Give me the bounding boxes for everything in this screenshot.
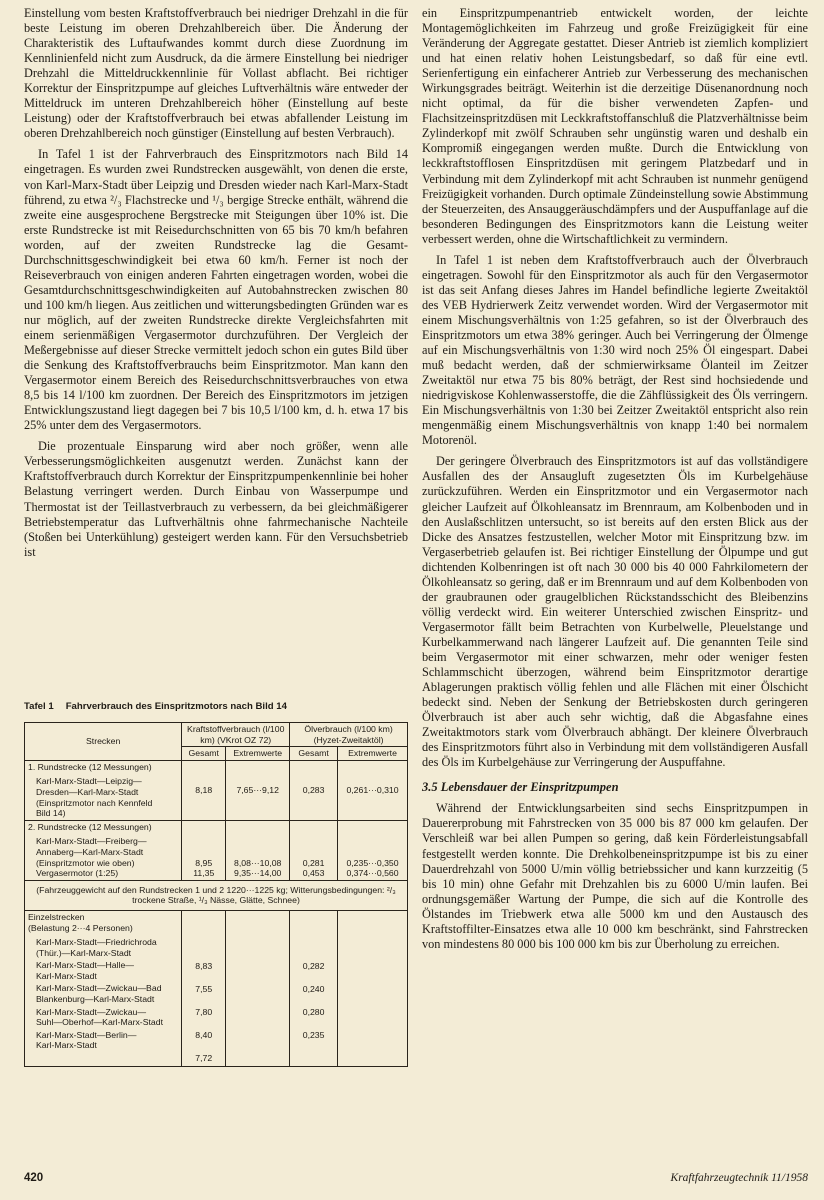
value: 0,282 xyxy=(302,960,325,971)
table-caption xyxy=(24,701,408,713)
value: 0,235···0,350 xyxy=(346,857,399,868)
header-oil: Ölverbrauch (l/100 km) (Hyzet-Zweitaktöl) xyxy=(290,723,408,747)
oil-extreme-cell xyxy=(338,820,408,880)
left-column xyxy=(24,6,408,566)
group-subtitle: (Belastung 2···4 Personen) xyxy=(28,922,133,933)
route-line: Bild 14) xyxy=(36,808,66,819)
subheader-oil-total: Gesamt xyxy=(290,747,338,761)
route-description xyxy=(28,836,178,878)
left-paragraph-2: In Tafel 1 ist der Fahrverbrauch des Einspritzmotors nach Bild 14 eingetragen. Es wurden zwei Rundstrecken ausgewählt, von denen die erste, von Karl-Marx-Stadt über Leipzig und Dresden wieder nach Karl-Marx-Stadt führend, zu etwa ²/₃ Flachstrecke und ¹/₃ bergige Strecke enthält, während die zweite eine ausgesprochene Bergstrecke mit Steigungen über 10% ist. Die erste Rundstrecke ist mit Reisedurchschnitten von 65 bis 70 km/h befahren worden, auf der zweiten Rundstrecke lag die Gesamt-Durchschnittsgeschwindigkeit bei etwa 60 km/h. Ferner ist noch der Reiseverbrauch von einigen anderen Fahrten eingetragen worden, wobei die Gesamtdurchschnittsgeschwindigkeiten auf Autobahnstrecken zwischen 80 und 100 km/h liegen. Aus zeitlichen und witterungsbedingten Gründen war es nur möglich, auf der zweiten Rundstrecke direkte Vergleichsfahrten mit einem serienmäßigen Vergasermotor durchzuführen. Der Vergleich der Meßergebnisse auf dieser Strecke vermittelt jedoch schon ein gutes Bild über die Senkung des Kraftstoffverbrauchs beim Einspritzmotor. Man kann den Vergasermotor einem Bereich des Reisedurchschnittsverbrauches von etwa 8,5 bis 14 l/100 km zuordnen. Der Bereich des Einspritzmotors im jetzigen Entwicklungszustand liegt dagegen bei 7 bis 10,5 l/100 km, d. h. etwa 17 bis 25% unter dem des Vergasermotors. xyxy=(24,147,408,433)
table-note-row xyxy=(25,880,408,910)
route-line: Annaberg—Karl-Marx-Stadt xyxy=(36,846,144,857)
journal-reference: Kraftfahrzeugtechnik 11/1958 xyxy=(670,1172,808,1184)
fuel-total-cell: 8,18 xyxy=(182,760,226,820)
value: 8,83 xyxy=(195,960,213,971)
right-column xyxy=(422,6,808,958)
route-line: Karl-Marx-Stadt xyxy=(36,1040,97,1051)
table-caption-text: Fahrverbrauch des Einspritzmotors nach Bild 14 xyxy=(65,701,287,712)
fuel-extreme-cell xyxy=(226,910,290,1066)
route-line: Suhl—Oberhof—Karl-Marx-Stadt xyxy=(36,1017,163,1028)
fuel-total-cell xyxy=(182,910,226,1066)
value: 11,35 xyxy=(193,868,215,879)
route-line: (Thür.)—Karl-Marx-Stadt xyxy=(36,947,132,958)
left-paragraph-3: Die prozentuale Einsparung wird aber noch größer, wenn alle Verbesserungsmöglichkeiten ausgenutzt werden. Zunächst kann der Kraftstoffverbrauch durch Korrektur der Einspritzpumpenkennlinie bei hoher Belastung verringert werden. Durch Einbau von Wasserpumpe und Thermostat ist der Teillastverbrauch zu verbessern, da bei gleichmäßigerer Betriebstemperatur das Luftverhältnis ohne fahrmechanische Nachteile (Stoßen bei Unterkühlung) gesteigert werden kann. Für den Versuchsbetrieb ist xyxy=(24,439,408,559)
value xyxy=(293,1053,334,1065)
value: 9,35···14,00 xyxy=(234,868,282,879)
oil-extreme-cell: 0,261···0,310 xyxy=(338,760,408,820)
route-line: Karl-Marx-Stadt—Zwickau—Bad xyxy=(36,983,162,994)
table-header-row xyxy=(25,723,408,747)
value: 8,08···10,08 xyxy=(234,857,282,868)
table-row xyxy=(25,760,408,820)
route-line: (Einspritzmotor wie oben) xyxy=(36,857,135,868)
route-line: (Einspritzmotor nach Kennfeld xyxy=(36,797,153,808)
table-row xyxy=(25,820,408,880)
route-line: Vergasermotor (1:25) xyxy=(36,868,119,879)
value: 0,235 xyxy=(302,1029,325,1040)
route-line: Karl-Marx-Stadt—Zwickau— xyxy=(36,1006,147,1017)
route-line: Karl-Marx-Stadt xyxy=(36,970,97,981)
route-line: Karl-Marx-Stadt—Berlin— xyxy=(36,1029,137,1040)
header-routes: Strecken xyxy=(25,723,182,761)
route-line: Karl-Marx-Stadt—Halle— xyxy=(36,960,134,971)
right-paragraph-3: Der geringere Ölverbrauch des Einspritzmotors ist auf das vollständigere Ausfallen des der Ansaugluft zugesetzten Öls im Kurbelgehäuse zurückzuführen. Werden ein Einspritzmotor und ein Vergasermotor nach gleicher Laufzeit auf Ölkohleansatz im Brennraum, am Kolbenboden und in den Auslaßschlitzen untersucht, so ist bereits auf den ersten Blick aus der Dicke des Ansatzes festzustellen, welcher Motor mit Einspritzung bzw. im Vergaserbetrieb gelaufen ist. Bei richtiger Einstellung der Ölpumpe und gut dichtenden Kolbenringen ist oft nach 30 000 bis 40 000 Fahrkilometern der Ölkohleansatz so gering, daß er im Brennraum und auf dem Kolbenboden von der graubraunen oder graugelblichen Rückstandsschicht des Bleibenzins völlig verdeckt wird. Ein weiterer Unterschied zwischen Einspritz- und Vergasermotor fällt beim Betrachten von Kurbelwelle, Pleuelstange und Kurbelkammerwand nach längerer Laufzeit auf. Die genannten Teile sind beim Vergasermotor mit einer schwarzen, mehr oder weniger festen Schlammschicht überzogen, während beim Einspritzmotor derartige Ablagerungen praktisch völlig fehlen und alle Flächen mit einer Ölschicht bedeckt sind. Neben der Senkung der Betriebskosten durch geringeren Ölverbrauch ist aber auch sehr wichtig, daß die Abgasfahne eines Zweitaktmotors stark vom Ölverbrauch abhängt. Der kleinere Ölverbrauch des Einspritzmotors führt also in Verbindung mit dem vollständigeren Ausfall des Öls im Kurbelgehäuse zur Verringerung der Auspuffahne. xyxy=(422,454,808,770)
value: 0,374···0,560 xyxy=(346,868,399,879)
route-cell xyxy=(25,910,182,1066)
route-description xyxy=(28,983,178,1004)
route-line: Blankenburg—Karl-Marx-Stadt xyxy=(36,994,155,1005)
route-line: Dresden—Karl-Marx-Stadt xyxy=(36,786,139,797)
oil-total-cell xyxy=(290,910,338,1066)
group-title: Einzelstrecken xyxy=(28,911,85,922)
oil-extreme-cell xyxy=(338,910,408,1066)
route-cell xyxy=(25,760,182,820)
oil-total-cell xyxy=(290,820,338,880)
value: 8,40 xyxy=(195,1029,213,1040)
route-description xyxy=(28,937,178,958)
group-title: 1. Rundstrecke (12 Messungen) xyxy=(28,761,152,772)
value: 7,72 xyxy=(195,1052,213,1063)
oil-total-cell: 0,283 xyxy=(290,760,338,820)
route-description xyxy=(28,1030,178,1051)
value: 0,281 xyxy=(302,857,325,868)
route-line: Karl-Marx-Stadt—Freiberg— xyxy=(36,836,147,847)
right-paragraph-1: ein Einspritzpumpenantrieb entwickelt worden, der leichte Montagemöglichkeiten im Fahrzeug und große Freizügigkeit für eine Veränderung der Aggregate gestattet. Dieser Antrieb ist ziemlich kompliziert und hat einen relativ hohen Leistungsbedarf, so daß für eine evtl. Serienfertigung ein einfacherer Antrieb zur Verbesserung des mechanischen Wirkungsgrades beiträgt. Weiterhin ist die derzeitige Düsenanordnung noch nicht optimal, da für die bisher verwendeten Zapfen- und Flachsitzeinspritzdüsen mit Leckkraftstoffanschluß die Platzverhältnisse beim Zylinderkopf mit zwölf Schrauben sehr ungünstig waren und deshalb ein Kompromiß eingegangen werden mußte. Durch die Entwicklung von leckkraftstofflosen Einspritzdüsen mit geringem Platzbedarf und in Verbindung mit dem Zylinderkopf mit acht Schrauben ist nunmehr genügend Freizügigkeit vorhanden. Durch optimale Zündeinstellung sowie Abstimmung der Steuerzeiten, des Ansauggeräuschdämpfers und der Auspuffanlage auf die besonderen Bedingungen des Einspritzmotors kann die Leistung weiter verbessert werden, ohne die Wirtschaftlichkeit zu vermindern. xyxy=(422,6,808,246)
route-cell xyxy=(25,820,182,880)
table-row xyxy=(25,910,408,1066)
fuel-extreme-cell xyxy=(226,820,290,880)
consumption-table xyxy=(24,722,408,1067)
section-paragraph-1: Während der Entwicklungsarbeiten sind sechs Einspritzpumpen in Dauererprobung mit Fahrstrecken von 35 000 bis 87 000 km gelaufen. Der Verschleiß war bei allen Pumpen so gering, daß kein Förderleistungsabfall festgestellt werden konnte. Die Drehkolbeneinspritzpumpe ist bis zu einer Dauerdrehzahl von 5000 U/min völlig betriebssicher und kann kurzzeitig (5 bis 10 min) ohne Gefahr mit Drehzahlen bis zu 6000 U/min laufen. Bei ordnungsgemäßer Wartung der Pumpe, die sich auf die Kontrolle des Ölstandes im Triebwerk etwa alle 5000 km und den Austausch des Kraftstoffilter-Einsatzes etwa alle 10 000 km beschränkt, sind Fahrstrecken von mindestens 80 000 bis 100 000 km bis zur Überholung zu erreichen. xyxy=(422,801,808,951)
fuel-extreme-cell: 7,65···9,12 xyxy=(226,760,290,820)
header-fuel: Kraftstoffverbrauch (l/100 km) (VKrot OZ 72) xyxy=(182,723,290,747)
subheader-fuel-extreme: Extremwerte xyxy=(226,747,290,761)
value: 7,80 xyxy=(195,1006,213,1017)
table-caption-number: Tafel 1 xyxy=(24,701,54,712)
value: 0,240 xyxy=(302,983,325,994)
section-heading: 3.5 Lebensdauer der Einspritzpumpen xyxy=(422,780,619,795)
table-note: (Fahrzeuggewicht auf den Rundstrecken 1 und 2 1220···1225 kg; Witterungsbedingungen: ²/₃ trockene Straße, ¹/₃ Nässe, Glätte, Schnee) xyxy=(25,880,408,910)
page-number: 420 xyxy=(24,1172,44,1184)
fuel-total-cell xyxy=(182,820,226,880)
route-description xyxy=(28,960,178,981)
subheader-fuel-total: Gesamt xyxy=(182,747,226,761)
route-description xyxy=(28,776,178,818)
route-line: Karl-Marx-Stadt—Friedrichroda xyxy=(36,937,157,948)
right-paragraph-2: In Tafel 1 ist neben dem Kraftstoffverbrauch auch der Ölverbrauch eingetragen. Sowohl für den Einspritzmotor als auch für den Vergasermotor ist das seit Anfang dieses Jahres im Handel befindliche legierte Zweitaktöl des VEB Hydrierwerk Zeitz verwendet worden. Wird der Vergasermotor mit einem Mischungsverhältnis von 1:25 gefahren, so ist der Ölverbrauch des Einspritzmotors um etwa 38% geringer. Auch bei Verringerung der Ölmenge auf ein Mischungsverhältnis von 1:30 wird noch 25% Öl eingespart. Dabei muß bedacht werden, daß der schmierwirksame Ölanteil im Zeitzer Zweitaktöl nur etwa 75 bis 80% beträgt, der Rest sind hochsiedende und niedrigviskose Kohlenwasserstoffe, die die Zähflüssigkeit des Öls verringern. Ein Mischungsverhältnis von 1:30 bei Zeitzer Zweitaktöl entspricht also rein mengenmäßig einem Mischungsverhältnis von knapp 1:40 bei normalem Motorenöl. xyxy=(422,252,808,448)
value: 7,55 xyxy=(195,983,213,994)
value: 8,95 xyxy=(195,857,213,868)
value: 0,453 xyxy=(302,868,325,879)
group-title: 2. Rundstrecke (12 Messungen) xyxy=(28,821,152,832)
subheader-oil-extreme: Extremwerte xyxy=(338,747,408,761)
route-line: Karl-Marx-Stadt—Leipzig— xyxy=(36,776,142,787)
route-description xyxy=(28,1007,178,1028)
value: 0,280 xyxy=(302,1006,325,1017)
left-paragraph-1: Einstellung vom besten Kraftstoffverbrauch bei niedriger Drehzahl in die für beste Leistung im oberen Drehzahlbereich über. Die Änderung der Charakteristik des Luftaufwandes kommt durch diese Zuordnung im Kennlinienfeld nicht zum Ausdruck, da die ärmere Einstellung bei niedriger Drehzahl die Mitteldruckkennlinie für Vollast abflacht. Bei richtiger Korrektur der Einspritzpumpe auf gleiches Luftverhältnis wäre entweder der Mitteldruck im unteren Drehzahlbereich höher (Einstellung auf beste Leistung) oder der Kraftstoffverbrauch bei etwas abfallender Leistung im oberen Drehzahlbereich noch günstiger (Einstellung auf besten Verbrauch). xyxy=(24,6,408,141)
